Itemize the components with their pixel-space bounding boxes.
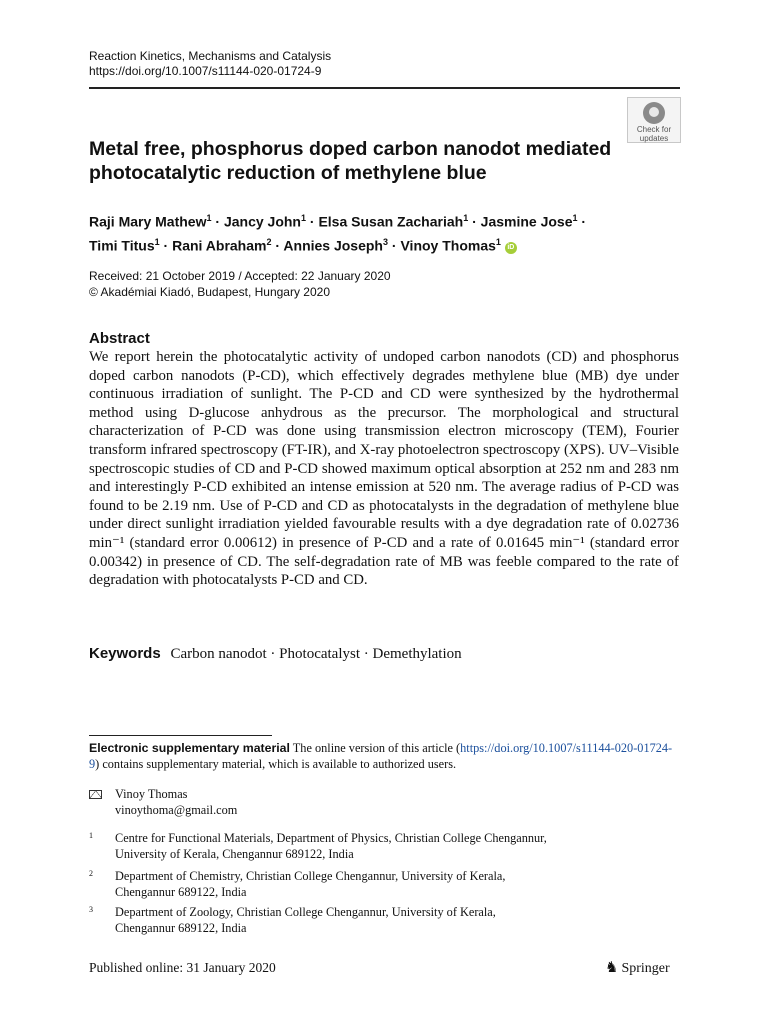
- header-rule: [89, 87, 680, 89]
- footnote-rule: [89, 735, 272, 736]
- author-affiliation-mark: 1: [463, 213, 469, 223]
- author-name: Elsa Susan Zachariah: [318, 213, 464, 230]
- affiliation-number: 1: [89, 831, 93, 840]
- affiliation-line: Chengannur 689122, India: [115, 921, 247, 935]
- affiliation-number: 3: [89, 905, 93, 914]
- author-name: Vinoy Thomas: [400, 237, 496, 254]
- author-name: Raji Mary Mathew: [89, 213, 207, 230]
- affiliation-line: University of Kerala, Chengannur 689122, India: [115, 847, 354, 861]
- supplementary-text-before: The online version of this article (: [292, 741, 461, 755]
- springer-horse-icon: ♞: [605, 960, 619, 976]
- received-accepted: Received: 21 October 2019 / Accepted: 22 January 2020: [89, 269, 391, 283]
- journal-name: Reaction Kinetics, Mechanisms and Catalysis: [89, 49, 332, 63]
- corresponding-name: Vinoy Thomas: [115, 787, 188, 801]
- author-affiliation-mark: 1: [154, 236, 160, 247]
- author-affiliation-mark: 3: [383, 236, 389, 247]
- publisher-logo: [605, 958, 670, 977]
- crossmark-icon: [643, 102, 665, 124]
- journal-doi[interactable]: https://doi.org/10.1007/s11144-020-01724-9: [89, 64, 322, 78]
- published-online: Published online: 31 January 2020: [89, 960, 276, 975]
- affiliation-line: Department of Chemistry, Christian College Chengannur, University of Kerala,: [115, 869, 506, 883]
- article-dates: [89, 268, 391, 300]
- keywords-label: Keywords: [89, 645, 161, 662]
- corresponding-email[interactable]: vinoythoma@gmail.com: [115, 803, 238, 817]
- author-affiliation-mark: 1: [495, 236, 501, 247]
- author-affiliation-mark: 1: [572, 213, 578, 223]
- affiliation-number: 2: [89, 869, 93, 878]
- author-name: Annies Joseph: [283, 237, 383, 254]
- keywords: [89, 645, 462, 663]
- keywords-list: Carbon nanodot · Photocatalyst · Demethylation: [170, 646, 462, 662]
- envelope-icon: [89, 790, 102, 799]
- author-name: Timi Titus: [89, 237, 155, 254]
- supplementary-text-after: ) contains supplementary material, which is available to authorized users.: [95, 757, 457, 771]
- affiliation-3: [89, 904, 649, 936]
- abstract-body: We report herein the photocatalytic activity of undoped carbon nanodots (CD) and phosphorus doped carbon nanodots (P-CD), which effectively degrades methylene blue (MB) dye under continuous irradiation of sunlight. The P-CD and CD were synthesized by the hydrothermal method using D-glucose anhydrous as the precursor. The morphological and structural characterization of P-CD was done using transmission electron microscopy (TEM), Fourier transform infrared spectroscopy (FT-IR), and X-ray photoelectron spectroscopy (XPS). UV–Visible spectroscopic studies of CD and P-CD showed maximum optical absorption at 252 nm and 283 nm and interestingly P-CD exhibited an intense emission at 520 nm. The average radius of P-CD was found to be 2.19 nm. Use of P-CD and CD as photocatalysts in the degradation of methylene blue under direct sunlight irradiation yielded favourable results with a dye degradation rate of 0.02736 min⁻¹ (standard error 0.00612) in presence of P-CD and a rate of 0.01645 min⁻¹ (standard error 0.00342) in presence of CD. The self-degradation rate of MB was feeble compared to the rate of degradation with photocatalysts P-CD and CD.: [89, 349, 679, 589]
- author-affiliation-mark: 1: [300, 213, 306, 223]
- author-affiliation-mark: 2: [266, 236, 272, 247]
- affiliation-1: [89, 830, 649, 862]
- copyright: © Akadémiai Kiadó, Budapest, Hungary 2020: [89, 285, 330, 299]
- check-for-updates-badge[interactable]: [627, 97, 681, 143]
- supplementary-note: [89, 740, 679, 772]
- affiliation-line: Department of Zoology, Christian College Chengannur, University of Kerala,: [115, 905, 496, 919]
- author-affiliation-mark: 1: [206, 213, 212, 223]
- author-list: Raji Mary Mathew$^1$ · Jancy John$^1$ · Elsa Susan Zachariah$^1$ · Jasmine Jose$^1$ · Timi Titus$^1$ · Rani Abraham$^2$ · Annies Joseph$^3$ · Vinoy Thomas$^1$ iD: [89, 213, 587, 254]
- supplementary-link[interactable]: https://doi.org/10.1007/s11144-020-01724-9: [89, 741, 673, 771]
- author-name: Jancy John: [223, 213, 301, 230]
- supplementary-label: Electronic supplementary material: [89, 741, 290, 755]
- author-name: Jasmine Jose: [480, 213, 573, 230]
- abstract-heading: Abstract: [89, 330, 150, 347]
- publisher-name: Springer: [621, 961, 670, 976]
- crossmark-line2: updates: [639, 134, 669, 143]
- journal-header: [89, 49, 331, 79]
- author-name: Rani Abraham: [172, 237, 267, 254]
- crossmark-line1: Check for: [636, 125, 672, 134]
- corresponding-author: [89, 786, 237, 818]
- affiliation-line: Centre for Functional Materials, Department of Physics, Christian College Chengannur,: [115, 831, 547, 845]
- affiliation-2: [89, 868, 649, 900]
- affiliation-line: Chengannur 689122, India: [115, 885, 247, 899]
- article-title: Metal free, phosphorus doped carbon nanodot mediated photocatalytic reduction of methylene blue: [89, 138, 612, 184]
- orcid-icon[interactable]: iD: [505, 242, 517, 254]
